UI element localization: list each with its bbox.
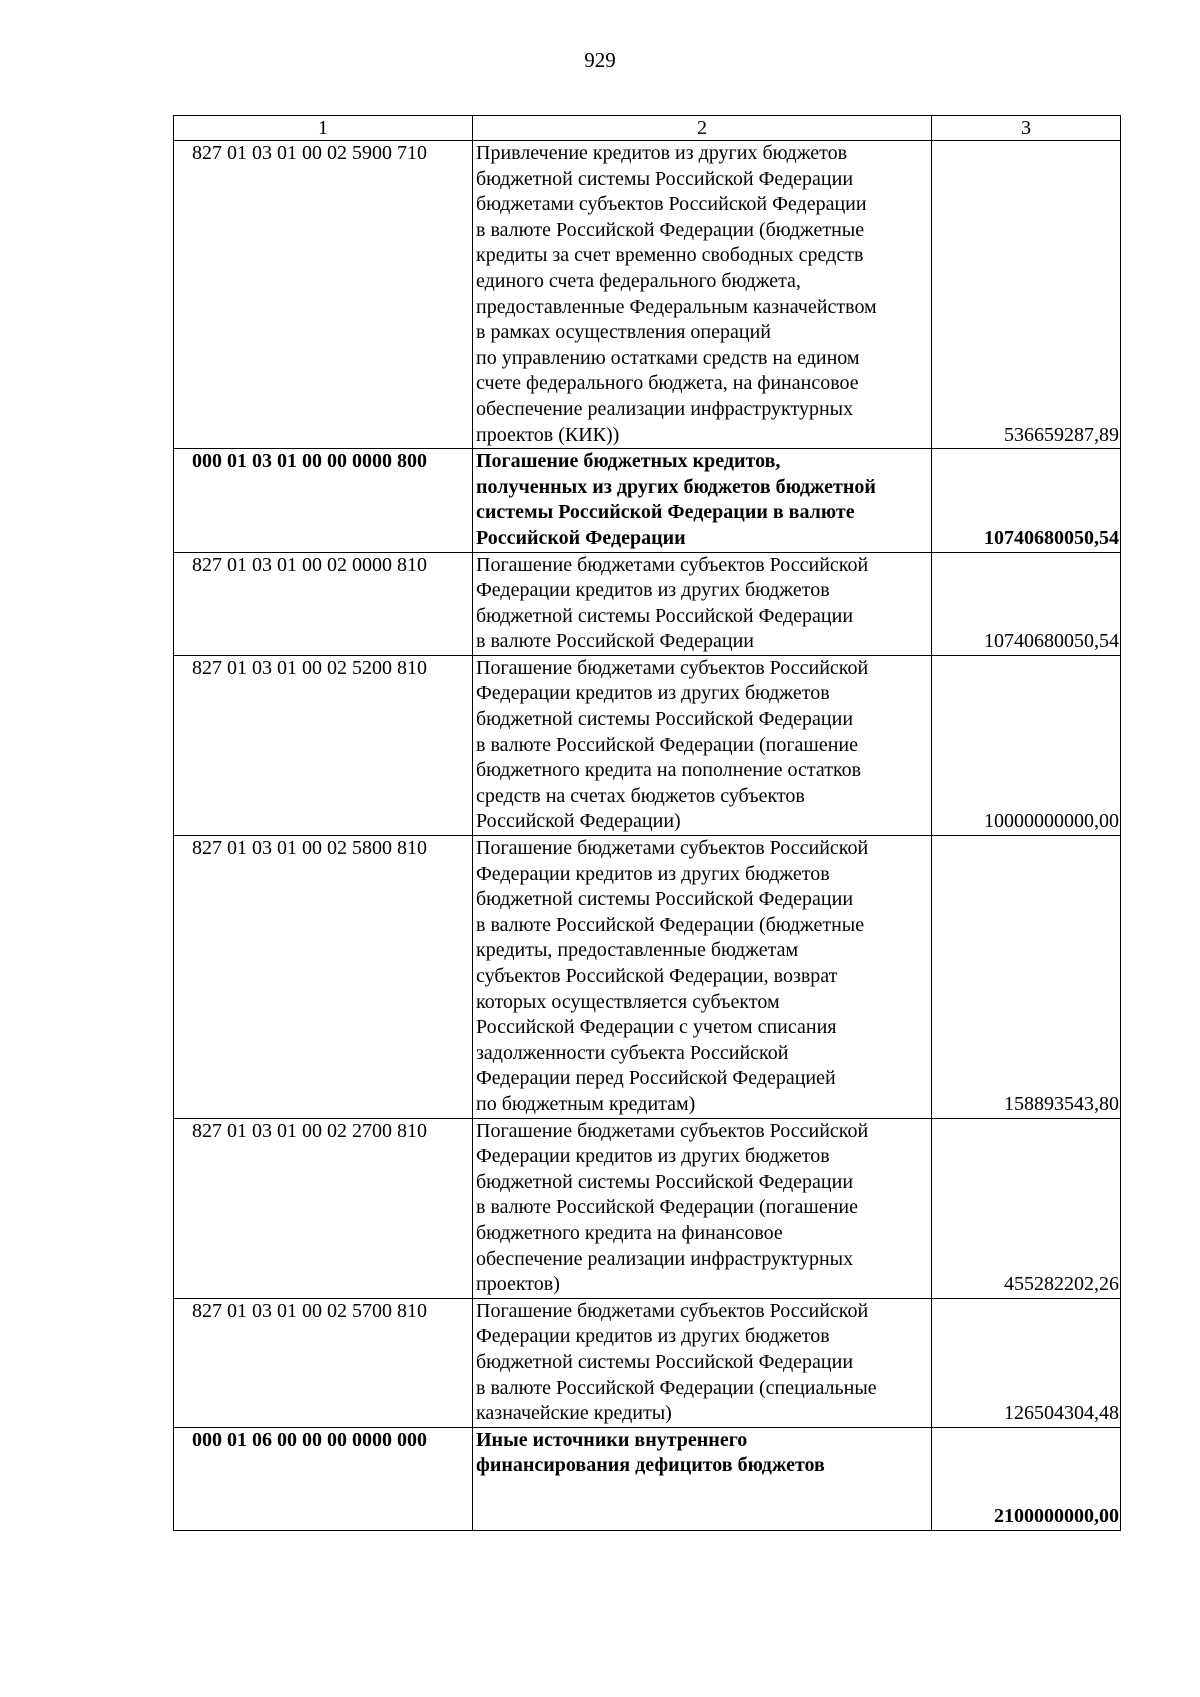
row-amount: 536659287,89: [932, 141, 1121, 449]
row-amount: 10740680050,54: [932, 449, 1121, 552]
budget-code: 000 01 03 01 00 00 0000 800: [174, 449, 473, 552]
table-row: [174, 1298, 1121, 1427]
budget-code: 827 01 03 01 00 02 0000 810: [174, 552, 473, 655]
table-row: [174, 1118, 1121, 1298]
row-amount: 126504304,48: [932, 1298, 1121, 1427]
row-description: Погашение бюджетами субъектов Российской Федерации кредитов из других бюджетов бюджетной системы Российской Федерации в валюте Российской Федерации (погашение бюджетного кредита на финансовое обеспечение реализации инфраструктурных проектов): [473, 1118, 932, 1298]
budget-code: 000 01 06 00 00 00 0000 000: [174, 1427, 473, 1530]
row-amount: 2100000000,00: [932, 1427, 1121, 1530]
budget-code: 827 01 03 01 00 02 5900 710: [174, 141, 473, 449]
column-header-3: 3: [932, 116, 1121, 141]
row-description: Погашение бюджетами субъектов Российской Федерации кредитов из других бюджетов бюджетной системы Российской Федерации в валюте Российской Федерации (бюджетные кредиты, предоставленные бюджетам субъектов Российской Федерации, возврат которых осуществляется субъектом Российской Федерации с учетом списания задолженности субъекта Российской Федерации перед Российской Федерацией по бюджетным кредитам): [473, 836, 932, 1119]
column-header-1: 1: [174, 116, 473, 141]
table-row: [174, 836, 1121, 1119]
table-row: [174, 552, 1121, 655]
page-number: 929: [584, 48, 616, 72]
row-amount: 158893543,80: [932, 836, 1121, 1119]
row-amount: 10000000000,00: [932, 655, 1121, 835]
row-description: Иные источники внутреннего финансирования дефицитов бюджетов: [473, 1427, 932, 1530]
budget-code: 827 01 03 01 00 02 5700 810: [174, 1298, 473, 1427]
table-header-row: [174, 116, 1121, 141]
row-description: Погашение бюджетами субъектов Российской Федерации кредитов из других бюджетов бюджетной системы Российской Федерации в валюте Российской Федерации: [473, 552, 932, 655]
column-header-2: 2: [473, 116, 932, 141]
row-description: Привлечение кредитов из других бюджетов бюджетной системы Российской Федерации бюджетами субъектов Российской Федерации в валюте Российской Федерации (бюджетные кредиты за счет временно свободных средств единого счета федерального бюджета, предоставленные Федеральным казначейством в рамках осуществления операций по управлению остатками средств на едином счете федерального бюджета, на финансовое обеспечение реализации инфраструктурных проектов (КИК)): [473, 141, 932, 449]
table-row: [174, 655, 1121, 835]
table-row-subtotal: [174, 1427, 1121, 1530]
row-description: Погашение бюджетных кредитов, полученных из других бюджетов бюджетной системы Российской Федерации в валюте Российской Федерации: [473, 449, 932, 552]
row-description: Погашение бюджетами субъектов Российской Федерации кредитов из других бюджетов бюджетной системы Российской Федерации в валюте Российской Федерации (специальные казначейские кредиты): [473, 1298, 932, 1427]
row-description: Погашение бюджетами субъектов Российской Федерации кредитов из других бюджетов бюджетной системы Российской Федерации в валюте Российской Федерации (погашение бюджетного кредита на пополнение остатков средств на счетах бюджетов субъектов Российской Федерации): [473, 655, 932, 835]
row-amount: 455282202,26: [932, 1118, 1121, 1298]
budget-sources-table: [173, 115, 1121, 1531]
budget-code: 827 01 03 01 00 02 5800 810: [174, 836, 473, 1119]
table-row: [174, 141, 1121, 449]
budget-code: 827 01 03 01 00 02 5200 810: [174, 655, 473, 835]
budget-code: 827 01 03 01 00 02 2700 810: [174, 1118, 473, 1298]
table-row-subtotal: [174, 449, 1121, 552]
row-amount: 10740680050,54: [932, 552, 1121, 655]
